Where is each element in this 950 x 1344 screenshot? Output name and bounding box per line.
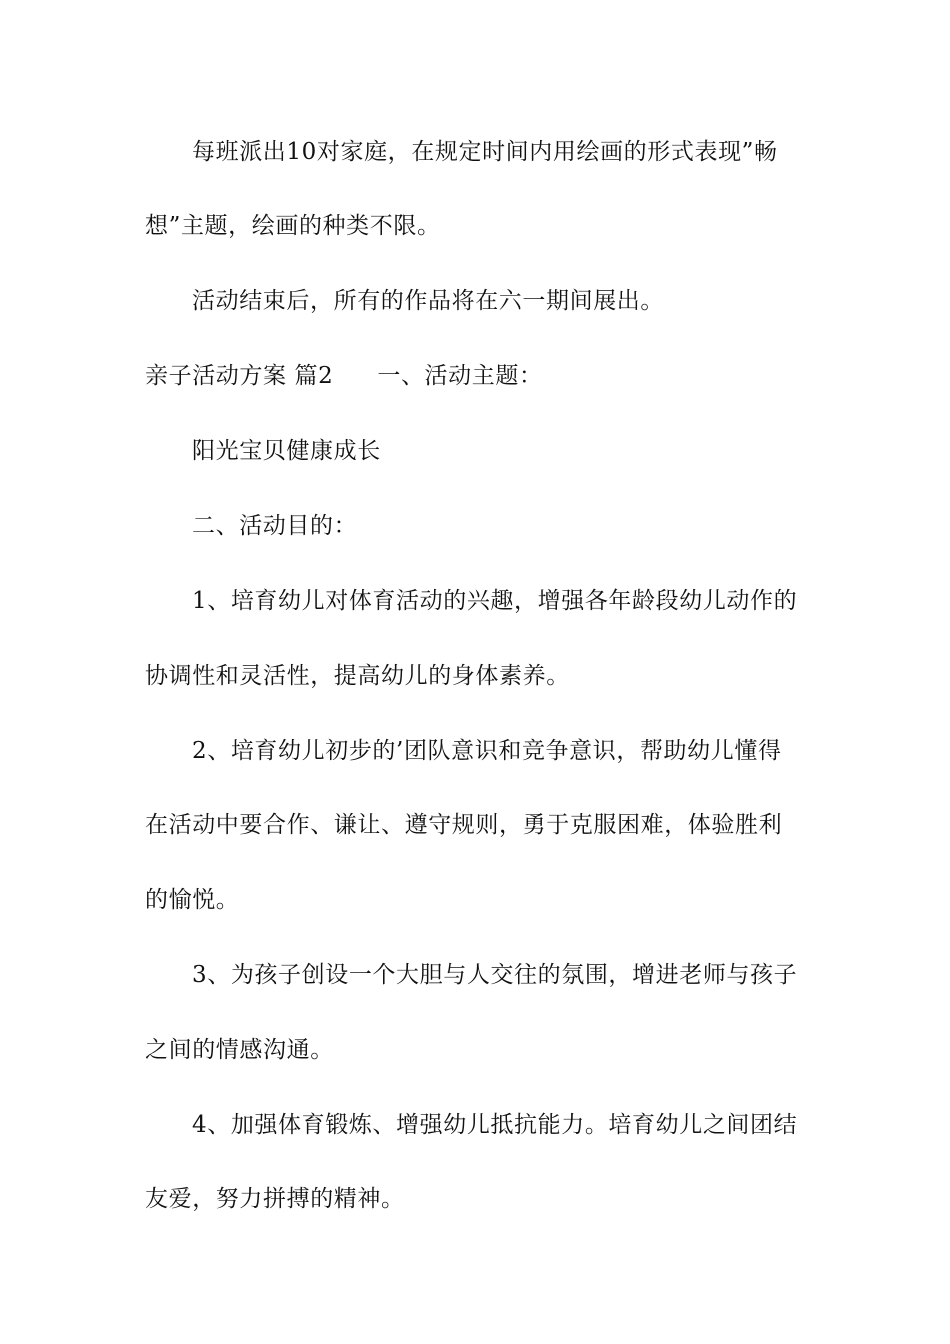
list-item-line: 4、加强体育锻炼、增强幼儿抵抗能力。培育幼儿之间团结 [192, 1112, 798, 1138]
section-heading-line [145, 361, 543, 391]
section-title: 亲子活动方案 篇2 [145, 363, 334, 389]
list-item-line: 友爱，努力拼搏的精神。 [145, 1186, 405, 1212]
paragraph-line: 活动结束后，所有的作品将在六一期间展出。 [192, 288, 664, 314]
list-item-line: 之间的情感沟通。 [145, 1037, 334, 1063]
list-item-line: 在活动中要合作、谦让、遵守规则，勇于克服困难，体验胜利 [145, 812, 783, 838]
paragraph-line: 想”主题，绘画的种类不限。 [145, 213, 441, 239]
paragraph-line: 每班派出10对家庭，在规定时间内用绘画的形式表现”畅 [192, 139, 778, 165]
list-item-line: 2、培育幼儿初步的’团队意识和竞争意识，帮助幼儿懂得 [192, 738, 782, 764]
paragraph-line: 阳光宝贝健康成长 [192, 438, 381, 464]
list-item-line: 的愉悦。 [145, 887, 240, 913]
list-item-line: 协调性和灵活性，提高幼儿的身体素养。 [145, 663, 570, 689]
subsection-heading: 二、活动目的： [192, 513, 358, 539]
subsection-heading: 一、活动主题： [377, 363, 543, 389]
list-item-line: 1、培育幼儿对体育活动的兴趣，增强各年龄段幼儿动作的 [192, 588, 798, 614]
list-item-line: 3、为孩子创设一个大胆与人交往的氛围，增进老师与孩子 [192, 962, 798, 988]
